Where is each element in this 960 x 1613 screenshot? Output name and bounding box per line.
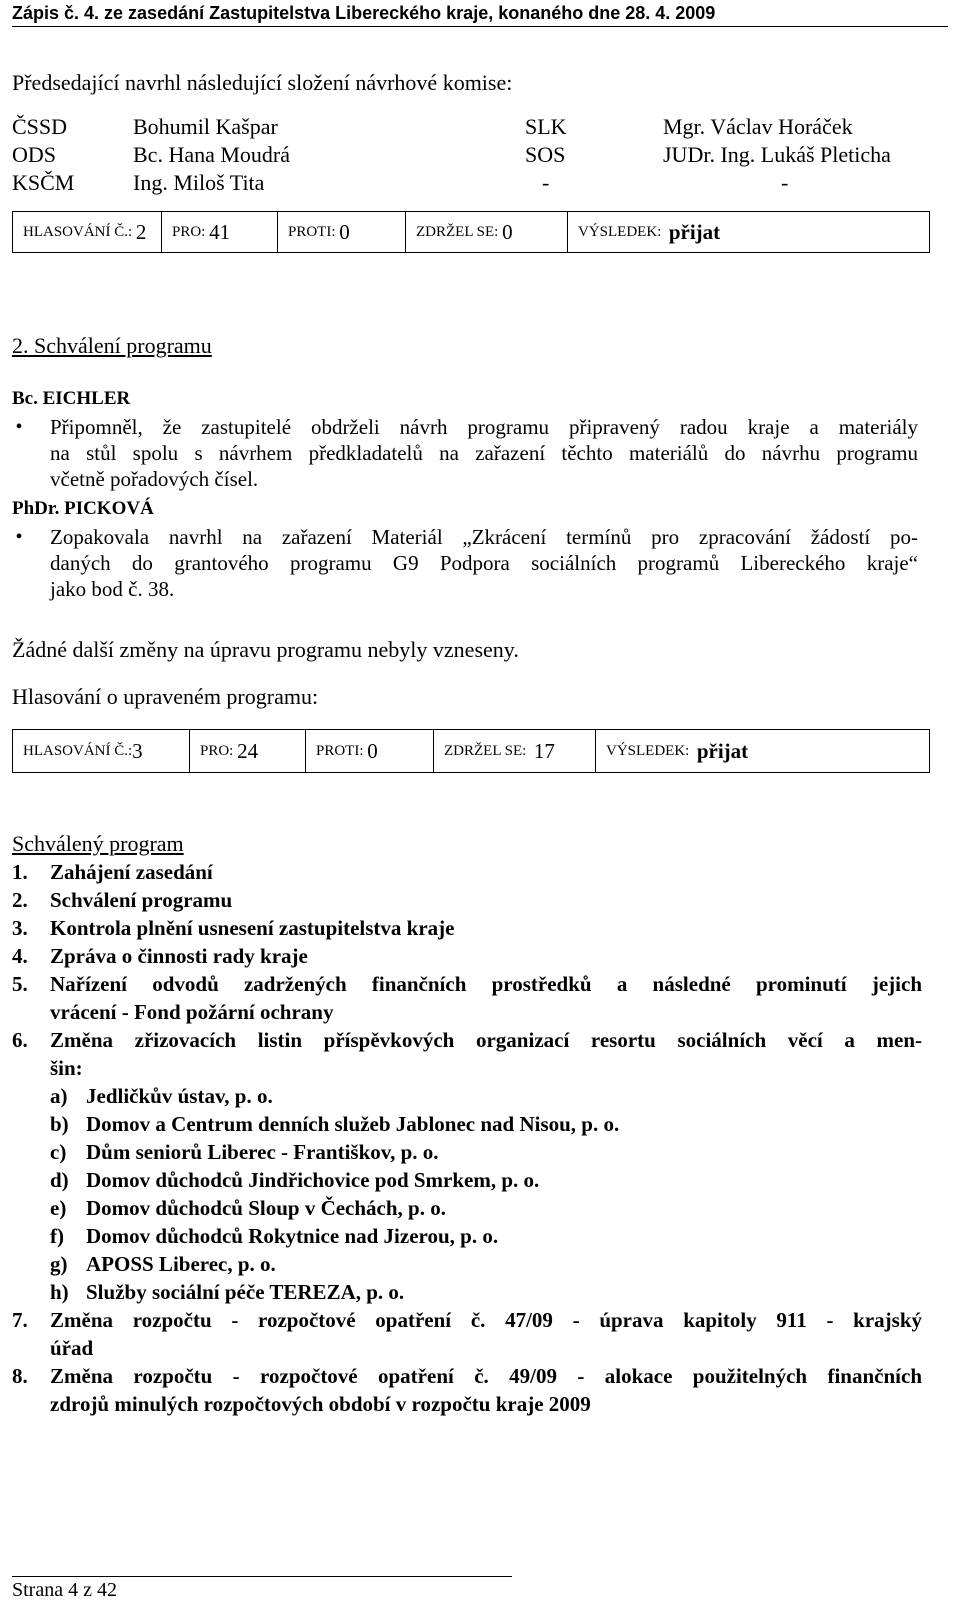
vote-number-value: 2 [135, 219, 147, 244]
program-item-line: zdrojů minulých rozpočtových období v rozpočtu kraje 2009 [50, 1392, 591, 1416]
program-item-text: Kontrola plnění usnesení zastupitelstva kraje [50, 916, 455, 940]
vote-pro-value: 24 [237, 738, 259, 763]
program-subitem-letter: f) [50, 1224, 64, 1248]
program-subitem-text: APOSS Liberec, p. o. [86, 1252, 276, 1276]
program-subitem-text: Domov důchodců Rokytnice nad Jizerou, p. o. [86, 1224, 499, 1248]
vote-proti-value: 0 [367, 738, 378, 763]
vote-pro-label: PRO: [200, 742, 234, 759]
program-item [12, 1026, 922, 1082]
program-subitem-letter: e) [50, 1196, 67, 1220]
vote-result-value: přijat [668, 219, 721, 244]
statement-line: na stůl spolu s návrhem předkladatelů na zařazení těchto materiálů do návrhu programu [50, 441, 918, 465]
page-footer: Strana 4 z 42 [12, 1576, 512, 1603]
program-list [12, 858, 922, 1418]
vote-proti-value: 0 [339, 219, 350, 244]
program-item-number: 5. [12, 972, 28, 996]
commission-member: - [781, 170, 789, 195]
program-subitem [12, 1278, 922, 1306]
program-item-number: 6. [12, 1028, 28, 1052]
speaker-name: PhDr. PICKOVÁ [12, 498, 154, 519]
program-item-line: Nařízení odvodů zadržených finančních prostředků a následné prominutí jejich [50, 972, 922, 996]
program-item-number: 8. [12, 1364, 28, 1388]
vote-proti-cell [277, 212, 405, 252]
program-subitem [12, 1222, 922, 1250]
vote-zdrzel-label: ZDRŽEL SE: [444, 742, 527, 759]
statement-line: Připomněl, že zastupitelé obdrželi návrh programu připravený radou kraje a materiály [50, 415, 918, 439]
program-item [12, 886, 922, 914]
program-item [12, 942, 922, 970]
program-subitem-text: Služby sociální péče TEREZA, p. o. [86, 1280, 405, 1304]
program-subitem-letter: c) [50, 1140, 67, 1164]
vote-number-label: HLASOVÁNÍ Č.: [23, 742, 133, 759]
program-subitem-text: Dům seniorů Liberec - Františkov, p. o. [86, 1140, 439, 1164]
vote-table-2 [12, 729, 930, 773]
program-subitem-letter: d) [50, 1168, 69, 1192]
program-item-line: šin: [50, 1056, 83, 1080]
program-item-line: vrácení - Fond požární ochrany [50, 1000, 334, 1024]
page-header: Zápis č. 4. ze zasedání Zastupitelstva Libereckého kraje, konaného dne 28. 4. 2009 [12, 0, 948, 27]
commission-party: - [542, 170, 550, 195]
program-subitem-text: Domov důchodců Jindřichovice pod Smrkem, p. o. [86, 1168, 540, 1192]
program-item [12, 1306, 922, 1362]
vote-result-value: přijat [696, 738, 749, 763]
program-item-text [50, 1362, 922, 1418]
vote-intro: Hlasování o upraveném programu: [12, 684, 319, 709]
vote-proti-cell [305, 730, 433, 772]
program-item-number: 7. [12, 1308, 28, 1332]
statement-line: daných do grantového programu G9 Podpora sociálních programů Libereckého kraje“ [50, 551, 918, 575]
program-item-text [50, 1026, 922, 1082]
commission-member: Bohumil Kašpar [133, 114, 278, 139]
vote-zdrzel-value: 0 [502, 219, 513, 244]
program-subitem [12, 1110, 922, 1138]
vote-number-cell [13, 212, 161, 252]
program-heading: Schválený program [12, 831, 184, 856]
program-item-number: 1. [12, 860, 28, 884]
program-subitem-text: Domov a Centrum denních služeb Jablonec nad Nisou, p. o. [86, 1112, 620, 1136]
vote-result-label: VÝSLEDEK: [578, 223, 662, 240]
program-item [12, 970, 922, 1026]
program-subitem [12, 1194, 922, 1222]
statement-line: včetně pořadových čísel. [50, 467, 259, 491]
vote-number-cell [13, 730, 189, 772]
commission-member: Mgr. Václav Horáček [663, 114, 853, 139]
vote-result-cell [595, 730, 929, 772]
vote-zdrzel-cell [405, 212, 567, 252]
program-item-number: 2. [12, 888, 28, 912]
program-subitem [12, 1250, 922, 1278]
commission-member: Ing. Miloš Tita [133, 170, 265, 195]
commission-party: KSČM [12, 170, 75, 195]
vote-pro-value: 41 [209, 219, 231, 244]
program-subitem-letter: h) [50, 1280, 69, 1304]
program-item-text [50, 970, 922, 1026]
commission-party: SLK [525, 114, 567, 139]
bullet-icon: • [15, 526, 23, 548]
vote-zdrzel-label: ZDRŽEL SE: [416, 223, 499, 240]
program-item [12, 1362, 922, 1418]
program-subitem [12, 1166, 922, 1194]
program-subitem [12, 1082, 922, 1110]
commission-member: Bc. Hana Moudrá [133, 142, 291, 167]
speaker-statement [50, 524, 918, 602]
statement-line: Zopakovala navrhl na zařazení Materiál „Zkrácení termínů pro zpracování žádostí po- [50, 525, 918, 549]
speaker-statement [50, 414, 918, 492]
program-item-line: úřad [50, 1336, 94, 1360]
program-subitem-letter: g) [50, 1252, 68, 1276]
vote-result-label: VÝSLEDEK: [606, 742, 690, 759]
program-subitem [12, 1138, 922, 1166]
vote-proti-label: PROTI: [288, 223, 336, 240]
program-item-line: Změna rozpočtu - rozpočtové opatření č. 47/09 - úprava kapitoly 911 - krajský [50, 1308, 922, 1332]
vote-pro-cell [189, 730, 305, 772]
program-subitem-letter: b) [50, 1112, 69, 1136]
vote-pro-label: PRO: [172, 223, 206, 240]
vote-result-cell [567, 212, 929, 252]
program-subitem-text: Jedličkův ústav, p. o. [86, 1084, 273, 1108]
program-item-text: Schválení programu [50, 888, 233, 912]
commission-party: ČSSD [12, 114, 68, 139]
program-item [12, 858, 922, 886]
program-item-text: Zahájení zasedání [50, 860, 213, 884]
vote-number-value: 3 [132, 738, 143, 763]
vote-pro-cell [161, 212, 277, 252]
vote-table-1 [12, 211, 930, 253]
program-item-number: 4. [12, 944, 28, 968]
commission-party: SOS [525, 142, 566, 167]
program-item-line: Změna rozpočtu - rozpočtové opatření č. 49/09 - alokace použitelných finančních [50, 1364, 922, 1388]
program-subitem-letter: a) [50, 1084, 68, 1108]
vote-number-label: HLASOVÁNÍ Č.: [23, 223, 133, 240]
speaker-name: Bc. EICHLER [12, 388, 131, 409]
statement-line: jako bod č. 38. [50, 577, 175, 601]
commission-member: JUDr. Ing. Lukáš Pleticha [663, 142, 891, 167]
program-item-number: 3. [12, 916, 28, 940]
program-item [12, 914, 922, 942]
program-item-line: Změna zřizovacích listin příspěvkových organizací resortu sociálních věcí a men- [50, 1028, 922, 1052]
commission-party: ODS [12, 142, 57, 167]
program-item-text: Zpráva o činnosti rady kraje [50, 944, 308, 968]
vote-zdrzel-value: 17 [533, 738, 555, 763]
no-changes-note: Žádné další změny na úpravu programu nebyly vzneseny. [12, 637, 519, 662]
program-item-text [50, 1306, 922, 1362]
vote-zdrzel-cell [433, 730, 595, 772]
program-subitem-text: Domov důchodců Sloup v Čechách, p. o. [86, 1196, 446, 1220]
section-heading: 2. Schválení programu [12, 333, 212, 358]
commission-intro: Předsedající navrhl následující složení návrhové komise: [12, 70, 513, 95]
vote-proti-label: PROTI: [316, 742, 364, 759]
bullet-icon: • [15, 416, 23, 438]
